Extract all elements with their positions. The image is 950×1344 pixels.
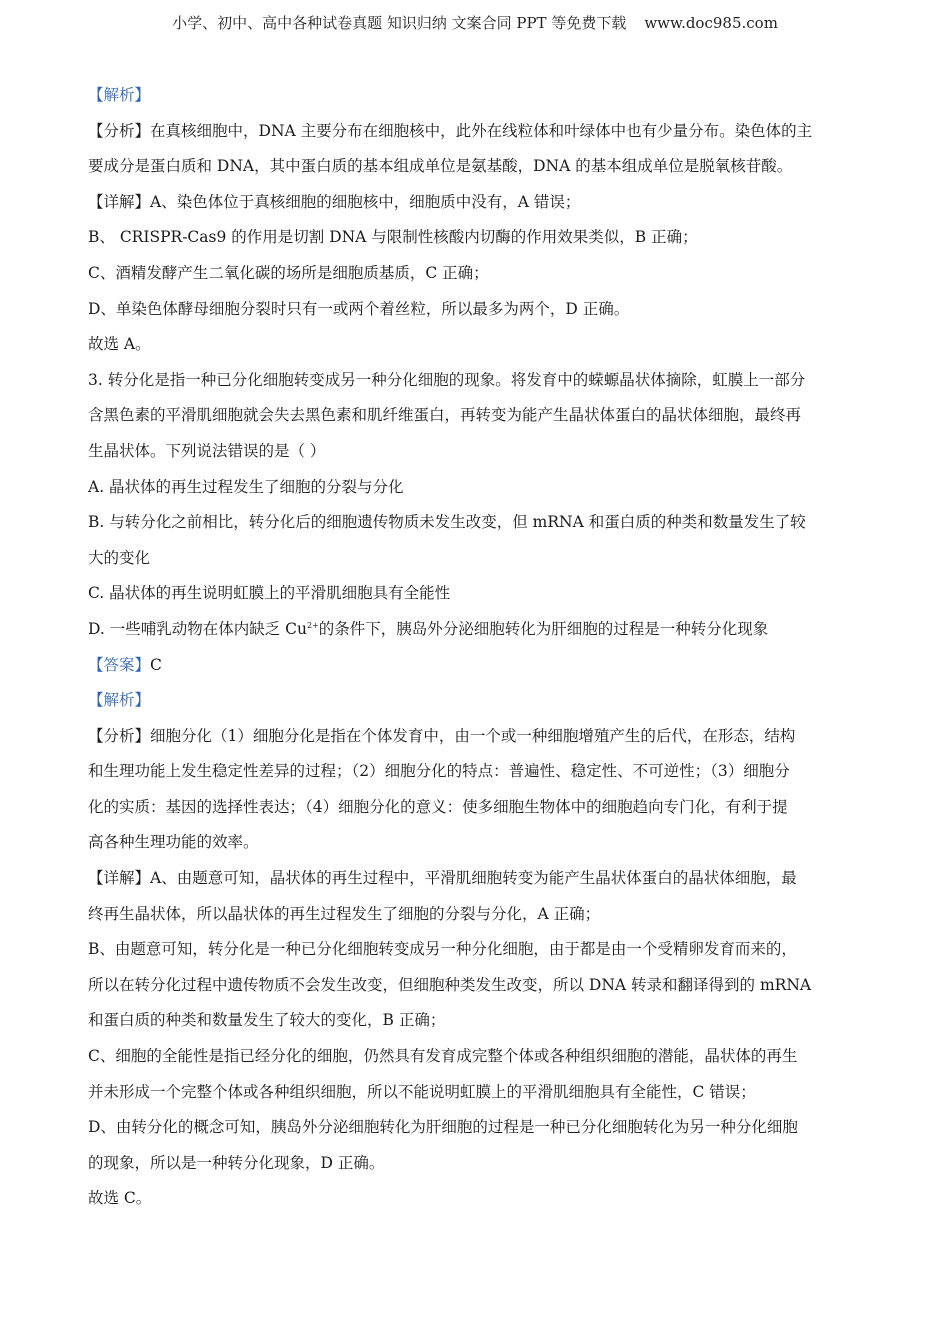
fenxi-tag: 【分析】 (88, 726, 151, 745)
detail-option-b-cont: 和蛋白质的种类和数量发生了较大的变化，B 正确； (88, 1011, 446, 1030)
detail-option-c-cont: 并未形成一个完整个体或各种组织细胞，所以不能说明虹膜上的平滑肌细胞具有全能性，C 错误； (88, 1082, 756, 1101)
answer-tag: 【答案】 (88, 655, 151, 674)
detail-option-b: B、 CRISPR-Cas9 的作用是切割 DNA 与限制性核酸内切酶的作用效果类似，B 正确； (88, 228, 698, 247)
detail-paragraph: 【详解】A、由题意可知，晶状体的再生过程中，平滑肌细胞转变为能产生晶状体蛋白的晶状体细胞，最 (88, 869, 797, 888)
analysis-paragraph-cont: 高各种生理功能的效率。 (88, 833, 259, 852)
conclusion: 故选 A。 (88, 335, 151, 354)
question-stem: 3. 转分化是指一种已分化细胞转变成另一种分化细胞的现象。将发育中的蝾螈晶状体摘除，虹膜上一部分 (88, 370, 806, 389)
analysis-paragraph-cont: 和生理功能上发生稳定性差异的过程；（2）细胞分化的特点：普遍性、稳定性、不可逆性；（3）细胞分 (88, 762, 790, 781)
conclusion: 故选 C。 (88, 1189, 152, 1208)
choice-c: C. 晶状体的再生说明虹膜上的平滑肌细胞具有全能性 (88, 584, 451, 603)
detail-option-d: D、由转分化的概念可知，胰岛外分泌细胞转化为肝细胞的过程是一种已分化细胞转化为另一种分化细胞 (88, 1118, 798, 1137)
analysis-paragraph-cont: 化的实质：基因的选择性表达；（4）细胞分化的意义：使多细胞生物体中的细胞趋向专门化，有利于提 (88, 797, 788, 816)
question-stem-cont: 含黑色素的平滑肌细胞就会失去黑色素和肌纤维蛋白，再转变为能产生晶状体蛋白的晶状体细胞，最终再 (88, 406, 802, 425)
analysis-paragraph: 【分析】细胞分化（1）细胞分化是指在个体发育中，由一个或一种细胞增殖产生的后代，在形态，结构 (88, 726, 796, 745)
xiangjie-tag: 【详解】 (88, 192, 151, 211)
detail-option-c: C、细胞的全能性是指已经分化的细胞，仍然具有发育成完整个体或各种组织细胞的潜能，晶状体的再生 (88, 1047, 798, 1066)
page-header (0, 12, 950, 33)
detail-paragraph-cont: 终再生晶状体，所以晶状体的再生过程发生了细胞的分裂与分化，A 正确； (88, 904, 601, 923)
detail-option-c: C、酒精发酵产生二氧化碳的场所是细胞质基质，C 正确； (88, 263, 489, 282)
answer-value: C (150, 655, 162, 674)
answer-line (88, 648, 868, 684)
choice-b-cont: 大的变化 (88, 548, 151, 567)
detail-option-b-cont: 所以在转分化过程中遗传物质不会发生改变，但细胞种类发生改变，所以 DNA 转录和翻译得到的 mRNA (88, 975, 812, 994)
choice-a: A. 晶状体的再生过程发生了细胞的分裂与分化 (88, 477, 404, 496)
analysis-heading: 【解析】 (88, 86, 151, 104)
choice-b: B. 与转分化之前相比，转分化后的细胞遗传物质未发生改变，但 mRNA 和蛋白质的种类和数量发生了较 (88, 513, 806, 532)
fenxi-tag: 【分析】 (88, 121, 151, 140)
analysis-paragraph-cont: 要成分是蛋白质和 DNA，其中蛋白质的基本组成单位是氨基酸，DNA 的基本组成单位是脱氧核苷酸。 (88, 157, 793, 176)
header-title: 小学、初中、高中各种试卷真题 知识归纳 文案合同 PPT 等免费下载 (172, 14, 627, 32)
detail-paragraph: 【详解】A、染色体位于真核细胞的细胞核中，细胞质中没有，A 错误； (88, 192, 581, 211)
detail-option-d-cont: 的现象，所以是一种转分化现象，D 正确。 (88, 1153, 385, 1172)
document-body (88, 78, 868, 1217)
analysis-heading: 【解析】 (88, 691, 151, 710)
xiangjie-tag: 【详解】 (88, 869, 151, 888)
choice-d: D. 一些哺乳动物在体内缺乏 $Cu^{2+}$的条件下，胰岛外分泌细胞转化为肝细胞的过程是一种转分化现象 (88, 619, 769, 638)
detail-option-d: D、单染色体酵母细胞分裂时只有一或两个着丝粒，所以最多为两个，D 正确。 (88, 299, 630, 318)
detail-option-b: B、由题意可知，转分化是一种已分化细胞转变成另一种分化细胞，由于都是由一个受精卵发育而来的， (88, 940, 797, 959)
header-url-link[interactable]: www.doc985.com (644, 14, 778, 32)
question-stem-cont: 生晶状体。下列说法错误的是（ ） (88, 441, 326, 460)
superscript-charge: 2+ (307, 620, 319, 630)
analysis-paragraph: 【分析】在真核细胞中，DNA 主要分布在细胞核中，此外在线粒体和叶绿体中也有少量分布。染色体的主 (88, 121, 813, 140)
